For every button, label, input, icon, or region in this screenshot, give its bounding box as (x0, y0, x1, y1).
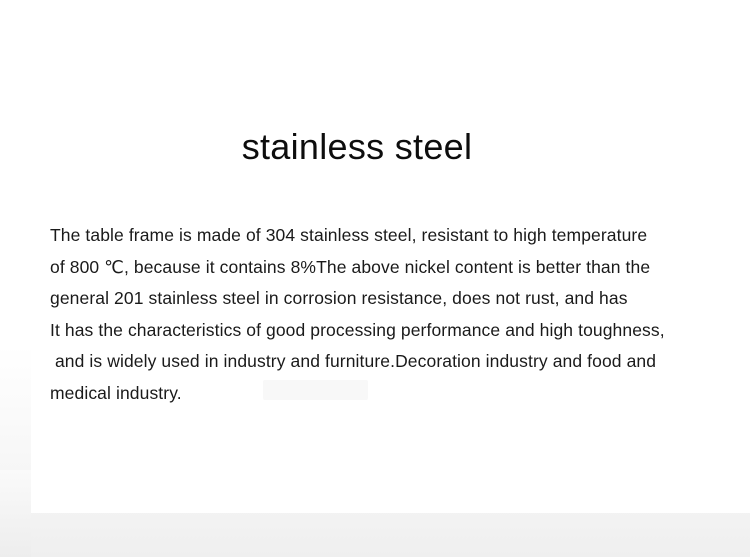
paragraph-line: It has the characteristics of good processing performance and high toughness, (50, 319, 665, 340)
page-title: stainless steel (241, 126, 473, 167)
faint-watermark (263, 380, 368, 400)
paragraph-line: medical industry. (50, 382, 182, 403)
paragraph-line: The table frame is made of 304 stainless steel, resistant to high temperature (50, 225, 648, 245)
background-shade (0, 470, 31, 557)
description-paragraph (50, 220, 740, 410)
paragraph-line: and is widely used in industry and furniture.Decoration industry and food and (50, 351, 657, 372)
paragraph-line: of 800 ℃, because it contains 8%The above nickel content is better than the (50, 256, 651, 277)
paragraph-line: general 201 stainless steel in corrosion resistance, does not rust, and has (50, 288, 628, 309)
